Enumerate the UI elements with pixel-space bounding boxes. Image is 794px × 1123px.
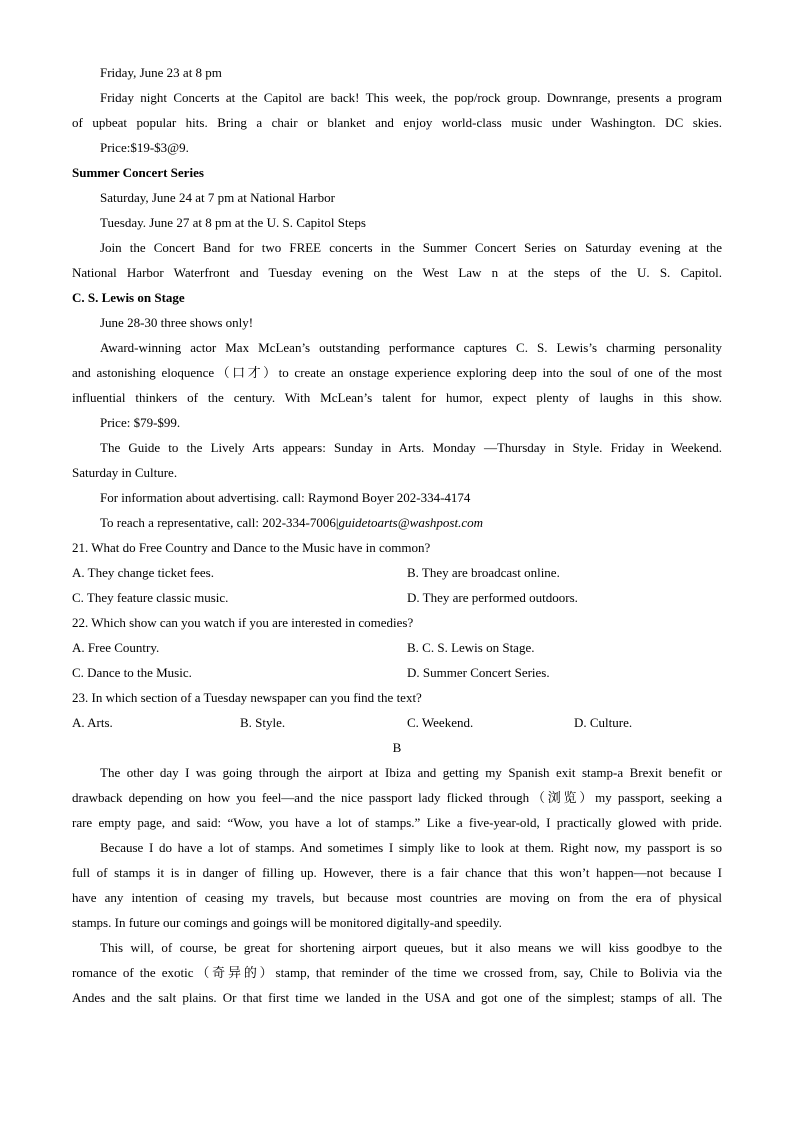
passage-b-line: rare empty page, and said: “Wow, you have a lot of stamps.” Like a five-year-old, I practically glowed with pride. <box>72 815 722 830</box>
q22-option-a: A. Free Country. <box>72 640 160 655</box>
passage-b-line: This will, of course, be great for shortening airport queues, but it also means we will kiss goodbye to the <box>100 940 722 955</box>
q21-option-a: A. They change ticket fees. <box>72 565 214 580</box>
capitol-desc-2: of upbeat popular hits. Bring a chair or blanket and enjoy world-class music under Washington. DC skies. <box>72 115 722 130</box>
q22-option-d: D. Summer Concert Series. <box>407 665 550 680</box>
guide-rep <box>100 514 722 532</box>
passage-b-line: Andes and the salt plains. Or that first time we landed in the USA and got one of the simplest; stamps of all. The <box>72 990 722 1005</box>
passage-b-line: romance of the exotic（奇异的）stamp, that reminder of the time we crossed from, say, Chile to Bolivia via the <box>72 965 722 980</box>
lewis-desc-1: Award-winning actor Max McLean’s outstanding performance captures C. S. Lewis’s charming personality <box>100 340 722 355</box>
passage-b-line: stamps. In future our comings and goings will be monitored digitally-and speedily. <box>72 915 502 930</box>
q23-option-b: B. Style. <box>240 715 286 730</box>
q21-option-b: B. They are broadcast online. <box>407 565 560 580</box>
question-21: 21. What do Free Country and Dance to the Music have in common? <box>72 540 431 555</box>
question-22: 22. Which show can you watch if you are interested in comedies? <box>72 615 414 630</box>
passage-b-line: Because I do have a lot of stamps. And sometimes I simply like to look at them. Right now, my passport is so <box>100 840 722 855</box>
q23-option-d: D. Culture. <box>574 715 633 730</box>
guide-advert: For information about advertising. call: Raymond Boyer 202-334-4174 <box>100 490 471 505</box>
summer-title: Summer Concert Series <box>72 165 204 180</box>
q21-option-c: C. They feature classic music. <box>72 590 229 605</box>
capitol-price: Price:$19-$3@9. <box>100 140 189 155</box>
guide-line-1: The Guide to the Lively Arts appears: Sunday in Arts. Monday —Thursday in Style. Friday in Weekend. <box>100 440 722 455</box>
capitol-desc-1: Friday night Concerts at the Capitol are back! This week, the pop/rock group. Downrange, presents a program <box>100 90 722 105</box>
passage-b-line: full of stamps it is in danger of filling up. However, there is a fair chance that this won’t happen—not because I <box>72 865 722 880</box>
passage-b-label: B <box>392 740 402 755</box>
q21-option-d: D. They are performed outdoors. <box>407 590 578 605</box>
summer-desc-2: National Harbor Waterfront and Tuesday evening on the West Law n at the steps of the U. S. Capitol. <box>72 265 722 280</box>
question-23: 23. In which section of a Tuesday newspaper can you find the text? <box>72 690 422 705</box>
capitol-date: Friday, June 23 at 8 pm <box>100 65 222 80</box>
q23-option-a: A. Arts. <box>72 715 113 730</box>
lewis-title: C. S. Lewis on Stage <box>72 290 185 305</box>
guide-rep-email: guidetoarts@washpost.com <box>338 515 483 530</box>
passage-b-line: The other day I was going through the airport at Ibiza and getting my Spanish exit stamp-a Brexit benefit or <box>100 765 722 780</box>
q23-option-c: C. Weekend. <box>407 715 474 730</box>
lewis-desc-2: and astonishing eloquence（口才）to create an onstage experience exploring deep into the soul of one of the most <box>72 365 722 380</box>
q22-option-b: B. C. S. Lewis on Stage. <box>407 640 535 655</box>
summer-date-1: Saturday, June 24 at 7 pm at National Harbor <box>100 190 335 205</box>
passage-b-line: have any intention of ceasing my travels, but because most countries are moving on from the era of physical <box>72 890 722 905</box>
q22-option-c: C. Dance to the Music. <box>72 665 192 680</box>
summer-date-2: Tuesday. June 27 at 8 pm at the U. S. Capitol Steps <box>100 215 366 230</box>
guide-rep-prefix: To reach a representative, call: 202-334-7006| <box>100 515 339 530</box>
summer-desc-1: Join the Concert Band for two FREE concerts in the Summer Concert Series on Saturday evening at the <box>100 240 722 255</box>
lewis-desc-3: influential thinkers of the century. With McLean’s talent for humor, expect plenty of laughs in this show. <box>72 390 722 405</box>
lewis-price: Price: $79-$99. <box>100 415 181 430</box>
lewis-dates: June 28-30 three shows only! <box>100 315 254 330</box>
passage-b-line: drawback depending on how you feel—and the nice passport lady flicked through（浏览）my passport, seeking a <box>72 790 722 805</box>
guide-line-2: Saturday in Culture. <box>72 465 178 480</box>
